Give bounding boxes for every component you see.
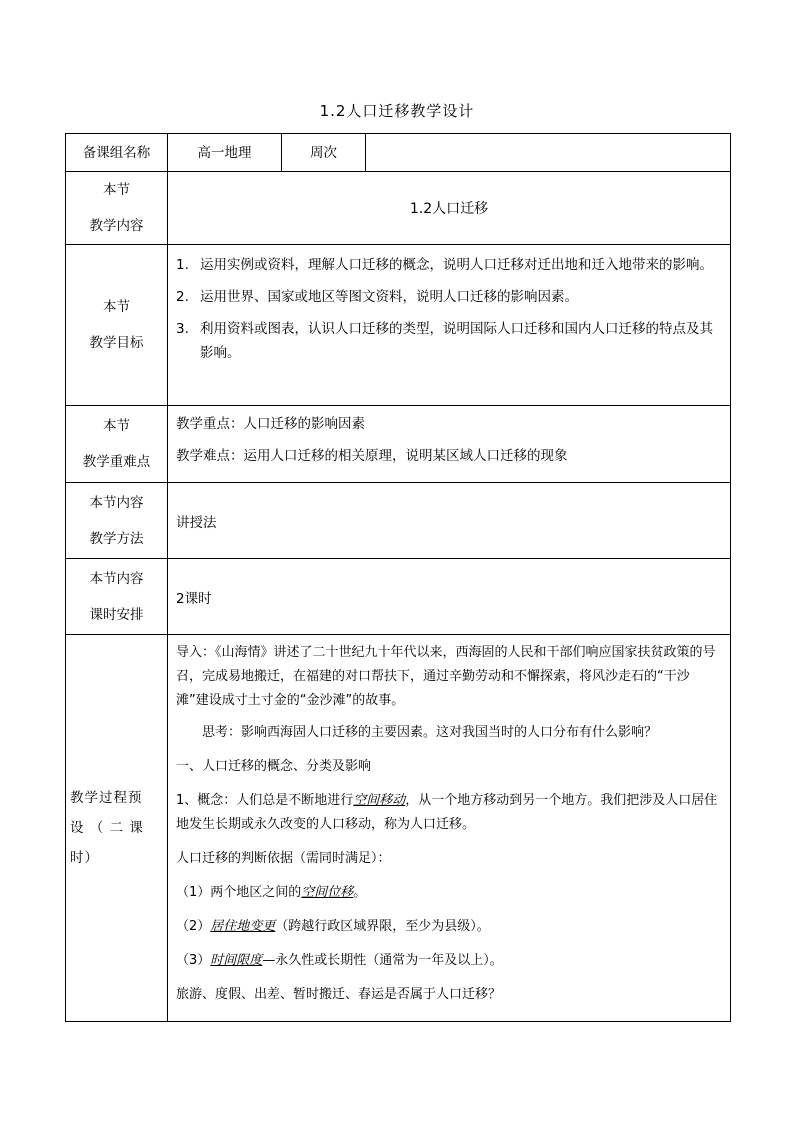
goals-label-line2: 教学目标 [89,335,144,351]
criterion-item [176,915,722,939]
schedule-label-line1: 本节内容 [89,570,144,587]
schedule-label [66,559,168,635]
goal-number: 3. [176,321,189,337]
criterion-text-b: （跨越行政区域界限，至少为县级）。 [275,919,490,934]
concept-text-a: 1、概念：人们总是不断地进行 [176,793,354,808]
process-label-line2: 设 （ 二 课 [70,820,144,836]
method-label-line2: 教学方法 [89,530,144,547]
criterion-text-b: —永久性或长期性（通常为一年及以上）。 [262,953,503,968]
goal-text: 利用资料或图表，认识人口迁移的类型，说明国际人口迁移和国内人口迁移的特点及其影响。 [200,321,713,361]
keypoints-label-line1: 本节 [103,418,130,434]
goal-text: 运用世界、国家或地区等图文资料，说明人口迁移的影响因素。 [200,289,578,305]
goals-content [168,245,731,406]
schedule-row [66,559,731,635]
criteria-heading: 人口迁移的判断依据（需同时满足）： [176,851,391,866]
concept-text-b: ，从一个地方移动到另一个地方。我们把涉及人口居住地发生长期或永久改变的人口移动，称为人口迁移。 [176,793,718,832]
process-content [168,635,731,1022]
schedule-label-line2: 课时安排 [89,606,144,623]
criterion-emphasis: 时间限度 [210,953,263,968]
concept-emphasis: 空间移动 [353,793,406,808]
keypoints-label [66,406,168,483]
keypoints-content [168,406,731,483]
criterion-text-a: （3） [176,953,211,968]
method-label [66,483,168,559]
goal-item [176,253,722,277]
criterion-emphasis: 空间位移 [301,885,354,900]
criterion-text-a: （2） [176,919,211,934]
concept-paragraph [176,789,722,837]
goal-item [176,285,722,309]
goal-number: 1. [176,257,189,273]
goal-item [176,317,722,365]
goal-number: 2. [176,289,189,305]
header-row [66,134,731,172]
difficult-point: 教学难点：运用人口迁移的相关原理，说明某区域人口迁移的现象 [176,448,568,464]
intro-paragraph: 导入：《山海情》讲述了二十世纪九十年代以来，西海固的人民和干部们响应国家扶贫政策的号召，完成易地搬迁，在福建的对口帮扶下，通过辛勤劳动和不懈探索，将风沙走石的“干沙滩”建设成寸土寸金的“金沙滩”的故事。 [176,645,716,708]
key-point: 教学重点：人口迁移的影响因素 [176,416,365,432]
method-value: 讲授法 [168,483,731,559]
content-label-line2: 教学内容 [89,218,144,234]
content-label [66,172,168,245]
lesson-plan-table [65,133,731,1022]
think-paragraph: 思考：影响西海固人口迁移的主要因素。这对我国当时的人口分布有什么影响？ [202,725,658,740]
goal-text: 运用实例或资料，理解人口迁移的概念，说明人口迁移对迁出地和迁入地带来的影响。 [200,257,713,273]
keypoints-label-line2: 教学重难点 [82,454,151,470]
process-row [66,635,731,1022]
question-paragraph: 旅游、度假、出差、暂时搬迁、春运是否属于人口迁移？ [176,987,502,1002]
criterion-emphasis: 居住地变更 [210,919,276,934]
goals-label [66,245,168,406]
criterion-text-a: （1）两个地区之间的 [176,885,302,900]
criterion-text-b: 。 [353,885,367,900]
process-label-line3: 时） [70,850,99,866]
process-label-line1: 教学过程预 [70,790,143,806]
schedule-value: 2课时 [168,559,731,635]
page-title: 1.2人口迁移教学设计 [319,102,475,120]
week-label: 周次 [282,134,366,172]
group-label: 备课组名称 [66,134,168,172]
method-row [66,483,731,559]
week-value [366,134,731,172]
process-label [66,635,168,1022]
content-label-line1: 本节 [103,182,130,198]
keypoints-row [66,406,731,483]
criterion-item [176,949,722,973]
goals-row [66,245,731,406]
content-row [66,172,731,245]
criterion-item [176,881,722,905]
content-value: 1.2人口迁移 [168,172,731,245]
goals-label-line1: 本节 [103,299,130,315]
method-label-line1: 本节内容 [89,494,144,511]
section-heading: 一、人口迁移的概念、分类及影响 [176,759,372,774]
group-value: 高一地理 [168,134,282,172]
